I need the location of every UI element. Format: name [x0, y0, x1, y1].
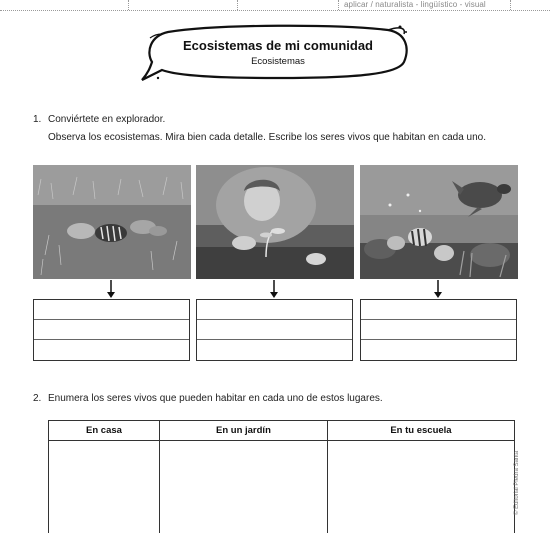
worksheet-title: Ecosistemas de mi comunidad: [138, 38, 418, 53]
worksheet-subtitle: Ecosistemas: [138, 56, 418, 67]
answer-cell-jardin[interactable]: [159, 441, 327, 533]
arrow-down-icon: [270, 280, 278, 298]
answer-line[interactable]: [197, 320, 352, 340]
header-en-tu-escuela: En tu escuela: [327, 421, 514, 441]
answer-line[interactable]: [34, 300, 189, 320]
child-plant-photo: [196, 165, 354, 279]
answer-line[interactable]: [197, 340, 352, 360]
top-dotted-rule: [0, 10, 550, 12]
answer-line[interactable]: [197, 300, 352, 320]
answer-box-garden[interactable]: [196, 299, 353, 361]
answer-box-reef[interactable]: [360, 299, 517, 361]
savanna-lions-photo: [33, 165, 191, 279]
question-1-number: 1.: [33, 114, 41, 125]
skills-label: aplicar / naturalista - lingüístico - visual: [344, 0, 486, 9]
top-divider: [128, 0, 129, 10]
coral-reef-photo: [360, 165, 518, 279]
answer-line[interactable]: [34, 320, 189, 340]
title-banner: [138, 18, 418, 94]
answer-cell-casa[interactable]: [49, 441, 160, 533]
arrow-down-icon: [107, 280, 115, 298]
answer-line[interactable]: [361, 340, 516, 360]
answer-line[interactable]: [34, 340, 189, 360]
top-divider: [237, 0, 238, 10]
publisher-credit: © Editorial Piedra Santa: [514, 455, 524, 515]
header-en-casa: En casa: [49, 421, 160, 441]
answer-box-savanna[interactable]: [33, 299, 190, 361]
answer-line[interactable]: [361, 300, 516, 320]
question-1-instructions: Observa los ecosistemas. Mira bien cada detalle. Escribe los seres vivos que habitan en cada uno.: [48, 132, 486, 143]
arrow-down-icon: [434, 280, 442, 298]
answer-line[interactable]: [361, 320, 516, 340]
places-table: [48, 420, 515, 533]
question-1-title: Conviértete en explorador.: [48, 114, 165, 125]
answer-cell-escuela[interactable]: [327, 441, 514, 533]
top-divider: [510, 0, 511, 10]
question-2-number: 2.: [33, 393, 41, 404]
header-en-un-jardin: En un jardín: [159, 421, 327, 441]
top-divider: [338, 0, 339, 10]
question-2-instructions: Enumera los seres vivos que pueden habitar en cada uno de estos lugares.: [48, 393, 383, 404]
